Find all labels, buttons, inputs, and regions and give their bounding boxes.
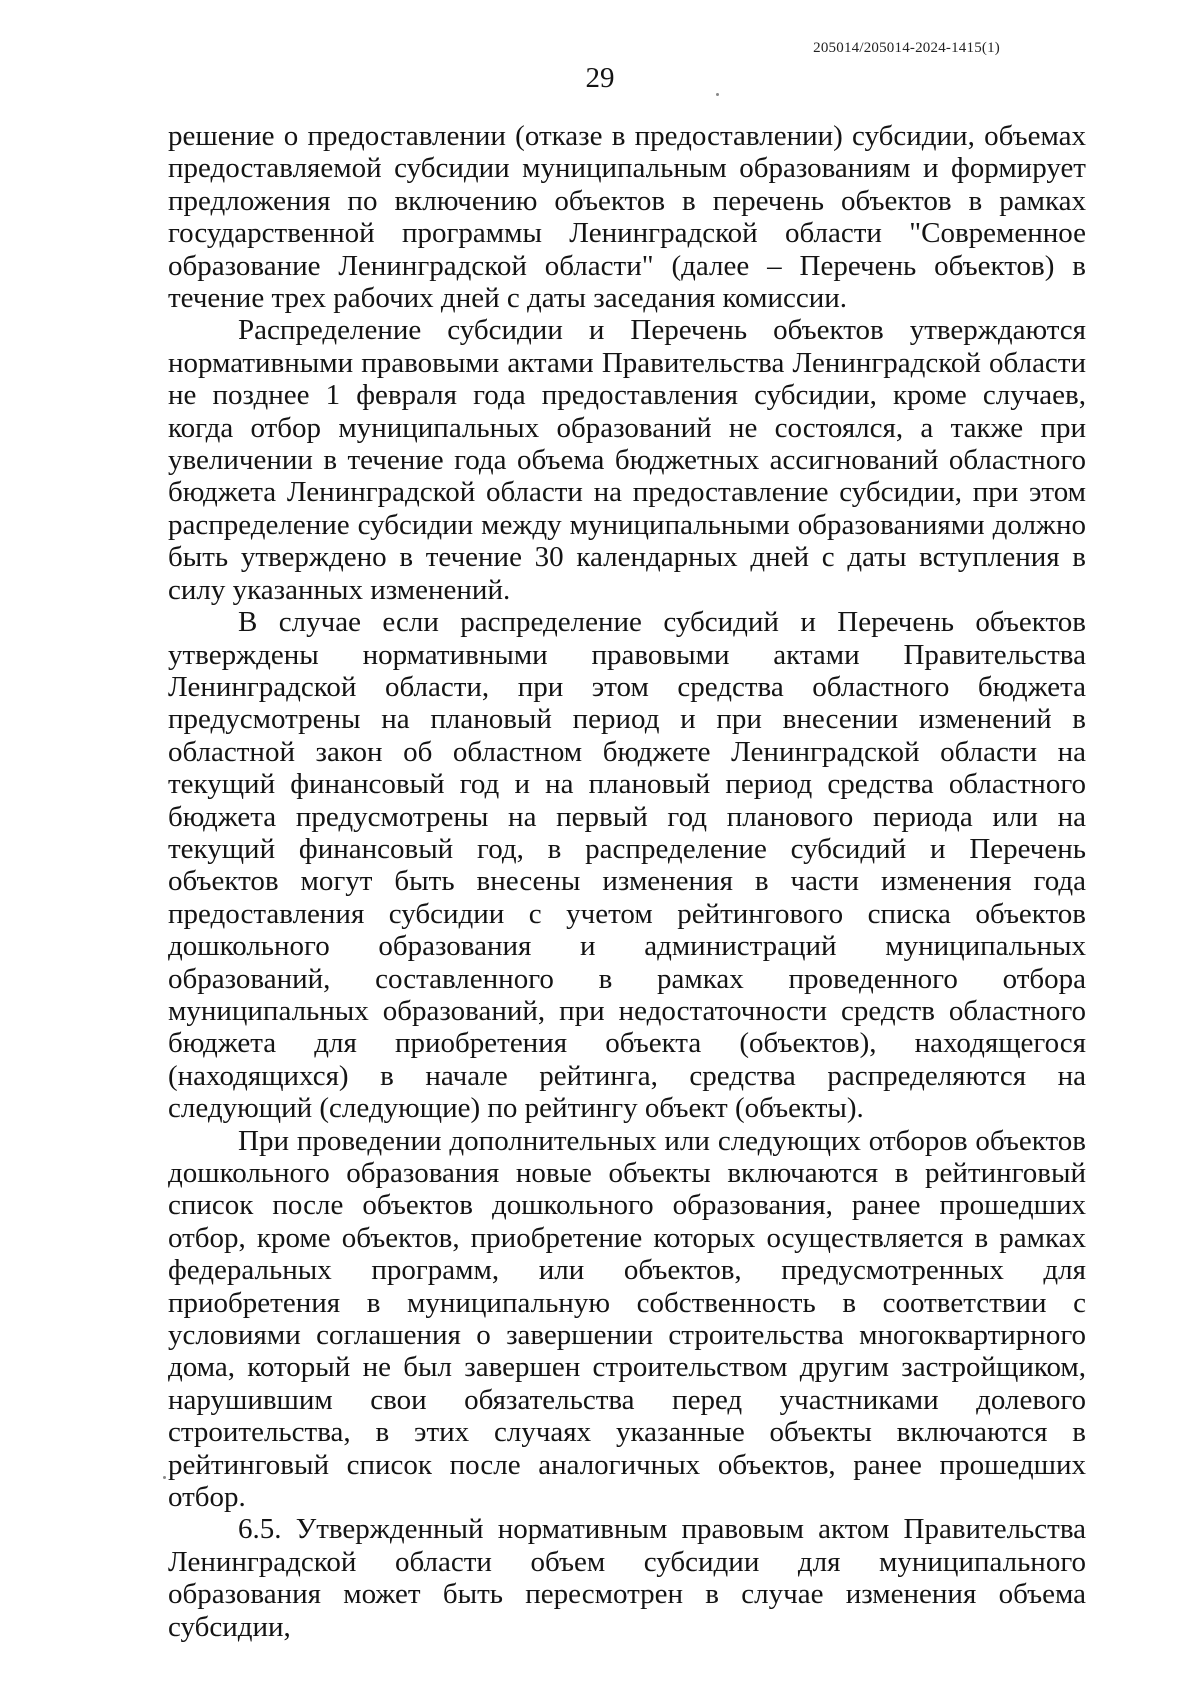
paragraph-decision-continuation: решение о предоставлении (отказе в предоставлении) субсидии, объемах предоставляемой субсидии муниципальным образованиям и формирует предложения по включению объектов в перечень объектов в рамках государственной программы Ленинградской области "Современное образование Ленинградской области" (далее – Перечень объектов) в течение трех рабочих дней с даты заседания комиссии. — [168, 120, 1086, 315]
scan-speck — [163, 1476, 166, 1479]
document-body — [168, 120, 1086, 1643]
paragraph-section-6-5: 6.5. Утвержденный нормативным правовым актом Правительства Ленинградской области объем субсидии для муниципального образования может быть пересмотрен в случае изменения объема субсидии, — [168, 1513, 1086, 1643]
paragraph-amendments: В случае если распределение субсидий и Перечень объектов утверждены нормативными правовыми актами Правительства Ленинградской области, при этом средства областного бюджета предусмотрены на плановый период и при внесении изменений в областной закон об областном бюджете Ленинградской области на текущий финансовый год и на плановый период средства областного бюджета предусмотрены на первый год планового периода или на текущий финансовый год, в распределение субсидий и Перечень объектов могут быть внесены изменения в части изменения года предоставления субсидии с учетом рейтингового списка объектов дошкольного образования и администраций муниципальных образований, составленного в рамках проведенного отбора муниципальных образований, при недостаточности средств областного бюджета для приобретения объекта (объектов), находящегося (находящихся) в начале рейтинга, средства распределяются на следующий (следующие) по рейтингу объект (объекты). — [168, 606, 1086, 1125]
document-registration-number: 205014/205014-2024-1415(1) — [813, 40, 1000, 56]
page-number: 29 — [585, 62, 615, 94]
scan-speck — [716, 93, 719, 96]
paragraph-subsidy-distribution: Распределение субсидии и Перечень объектов утверждаются нормативными правовыми актами Правительства Ленинградской области не позднее 1 февраля года предоставления субсидии, кроме случаев, когда отбор муниципальных образований не состоялся, а также при увеличении в течение года объема бюджетных ассигнований областного бюджета Ленинградской области на предоставление субсидии, при этом распределение субсидии между муниципальными образованиями должно быть утверждено в течение 30 календарных дней с даты вступления в силу указанных изменений. — [168, 314, 1086, 606]
paragraph-additional-selection: При проведении дополнительных или следующих отборов объектов дошкольного образования новые объекты включаются в рейтинговый список после объектов дошкольного образования, ранее прошедших отбор, кроме объектов, приобретение которых осуществляется в рамках федеральных программ, или объектов, предусмотренных для приобретения в муниципальную собственность в соответствии с условиями соглашения о завершении строительства многоквартирного дома, который не был завершен строительством другим застройщиком, нарушившим свои обязательства перед участниками долевого строительства, в этих случаях указанные объекты включаются в рейтинговый список после аналогичных объектов, ранее прошедших отбор. — [168, 1124, 1086, 1514]
